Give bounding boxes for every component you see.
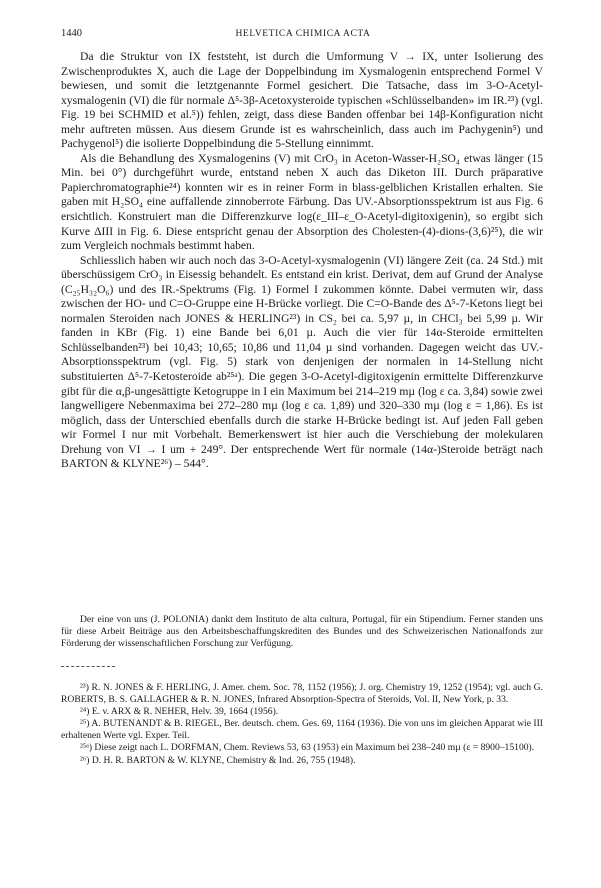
footnote: ²⁴) E. v. ARX & R. NEHER, Helv. 39, 1664 (1956). — [80, 706, 279, 718]
main-text — [61, 50, 543, 472]
acknowledgement — [61, 614, 543, 650]
footnote-separator — [61, 666, 115, 667]
footnote: ²³) R. N. JONES & F. HERLING, J. Amer. chem. Soc. 78, 1152 (1956); J. org. Chemistry 19, 1252 (1954); vgl. auch G. ROBERTS, B. S. GALLAGHER & R. N. JONES, Infrared Absorption-Spectra of Steroids, Vol. II, New York, p. 33. — [61, 682, 543, 706]
footnote: ²⁶) D. H. R. BARTON & W. KLYNE, Chemistry & Ind. 26, 755 (1948). — [80, 754, 356, 766]
journal-title: HELVETICA CHIMICA ACTA — [235, 29, 371, 39]
paragraph: Als die Behandlung des Xysmalogenins (V) mit CrO₃ in Aceton-Wasser-H₂SO₄ etwas länger (15 Min. bei 0°) durchgeführt wurde, entstand neben X auch das Diketon III. Durch präparative Papierchromatographie²⁴) konnten wir es in reiner Form in blass-gelblichen Kristallen erhalten. Sie gaben mit H₂SO₄ eine auffallende zinnoberrote Färbung. Das UV.-Absorptionsspektrum ist aus Fig. 6 ersichtlich. Konstruiert man die Differenzkurve log(ε_III–ε_O-Acetyl-digitoxigenin), so ergibt sich Kurve ΔIII in Fig. 6. Diese entspricht genau der Absorption des Cholesten-(4)-dions-(3,6)²⁵), die wir zum Vergleich nochmals bestimmt haben. — [61, 151, 543, 253]
footnote: ²⁵) A. BUTENANDT & B. RIEGEL, Ber. deutsch. chem. Ges. 69, 1164 (1936). Die von uns im gleichen Apparat wie III erhaltenen Werte vgl. Exper. Teil. — [61, 718, 543, 742]
paragraph: Da die Struktur von IX feststeht, ist durch die Umformung V → IX, unter Isolierung des Zwischenproduktes X, auch die Lage der Doppelbindung im Xysmalogenin entsprechend Formel V bewiesen, und somit die letztgenannte Formel gesichert. Die Tatsache, dass im 3-O-Acetyl-xysmalogenin (VI) die für normale Δ⁵-3β-Acetoxysteroide typischen «Schlüsselbanden» im IR.²³) (vgl. Fig. 19 bei SCHMID et al.⁵)) fehlen, zeigt, dass diese Banden offenbar bei 14β-Konfiguration nicht mehr auftreten müssen. Aus diesem Grunde ist es wahrscheinlich, dass auch im Pachygenin⁵) und Pachygenol⁵) die isolierte Doppelbindung die 5-Stellung einnimmt. — [61, 50, 543, 151]
paragraph: Schliesslich haben wir auch noch das 3-O-Acetyl-xysmalogenin (VI) längere Zeit (ca. 24 Std.) mit überschüssigem CrO₃ in Eisessig behandelt. Es entstand ein krist. Derivat, dem auf Grund der Analyse (C₂₅H₃₂O₆) und des IR.-Spektrums (Fig. 1) Formel I zukommen könnte. Dabei vermuten wir, dass zwischen der HO- und C=O-Gruppe eine H-Brücke vorliegt. Die C=O-Bande des Δ⁵-7-Ketons liegt bei normalen Steroiden nach JONES & HERLING²³) in CS₂ bei ca. 5,97 µ, in CHCl₃ bei 5,99 µ. Wir fanden in KBr (Fig. 1) eine Bande bei 6,01 µ. Auch die vier für 14α-Steroide ermittelten Schlüsselbanden²³) bei 10,43; 10,65; 10,86 und 11,04 µ sind vorhanden. Dagegen weicht das UV.-Absorptionsspektrum (vgl. Fig. 5) stark von denjenigen der normalen in 14-Stellung nicht substituierten Δ⁵-7-Ketosteroide ab²⁵ᵃ). Die gegen 3-O-Acetyl-digitoxigenin ermittelte Differenzkurve gibt für die α,β-ungesättigte Ketogruppe in I ein Maximum bei 214–219 mµ (log ε ca. 3,84) sowie zwei langwelligere Nebenmaxima bei 272–280 mµ (log ε ca. 1,89) und 320–330 mµ (log ε = 1,86). Es ist möglich, dass der Unterschied ebenfalls durch die starke H-Brücke bedingt ist. Auf jeden Fall geben wir Formel I nur mit Vorbehalt. Bemerkenswert ist hier auch die Verschiebung der molekularen Drehung von VI → I um + 249°. Der entsprechende Wert für normale (14α-)Steroide beträgt nach BARTON & KLYNE²⁶) – 544°. — [61, 253, 543, 471]
page-number: 1440 — [61, 28, 82, 39]
footnote: ²⁵ᵃ) Diese zeigt nach L. DORFMAN, Chem. Reviews 53, 63 (1953) ein Maximum bei 238–240 mµ (ε = 8900–15100). — [80, 742, 535, 754]
acknowledgement-text: Der eine von uns (J. POLONIA) dankt dem Instituto de alta cultura, Portugal, für ein Stipendium. Ferner standen uns für diese Arbeit Beiträge aus den Arbeitsbeschaffungskrediten des Bundes und des Schweizerischen Nationalfonds zur Förderung der wissenschaftlichen Forschung zur Verfügung. — [61, 614, 543, 649]
running-header — [61, 28, 545, 42]
footnotes — [61, 682, 543, 767]
